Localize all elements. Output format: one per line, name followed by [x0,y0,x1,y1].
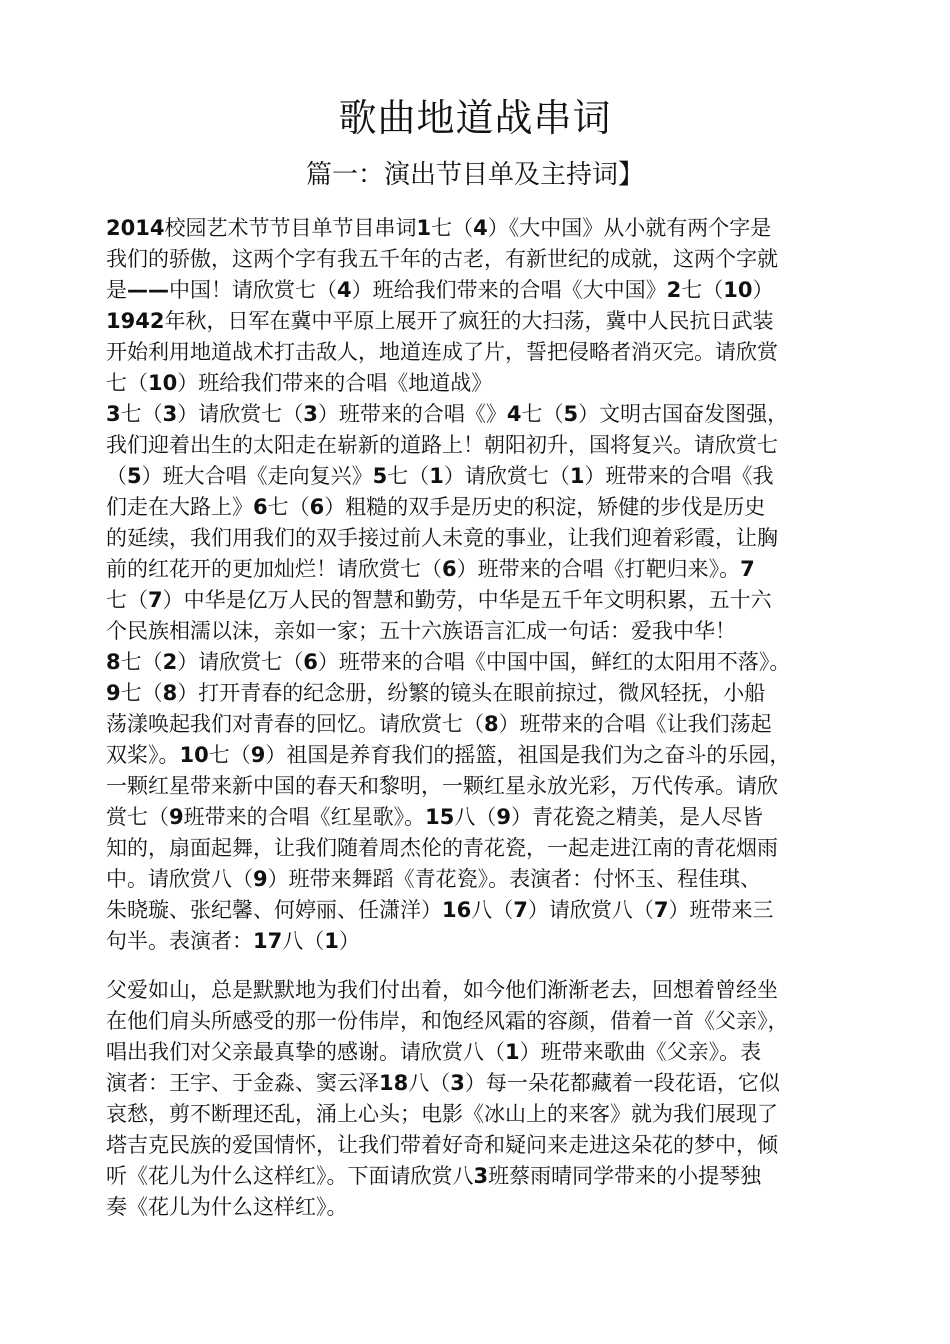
text-line: 句半。表演者：17八（1） [106,929,360,953]
text-line: 知的，扇面起舞，让我们随着周杰伦的青花瓷，一起走进江南的青花烟雨 [106,836,778,860]
text-line: 赏七（9班带来的合唱《红星歌》。15八（9）青花瓷之精美，是人尽皆 [106,805,763,829]
text-line: 开始利用地道战术打击敌人，地道连成了片，誓把侵略者消灭完。请欣赏 [106,340,778,364]
text-line: 是——中国！请欣赏七（4）班给我们带来的合唱《大中国》2七（10） [106,278,774,302]
text-line: 我们的骄傲，这两个字有我五千年的古老，有新世纪的成就，这两个字就 [106,247,778,271]
text-line: 9七（8）打开青春的纪念册，纷繁的镜头在眼前掠过，微风轻抚，小船 [106,681,766,705]
text-line: 中。请欣赏八（9）班带来舞蹈《青花瓷》。表演者：付怀玉、程佳琪、 [106,867,762,891]
text-line: （5）班大合唱《走向复兴》5七（1）请欣赏七（1）班带来的合唱《我 [106,464,774,488]
text-line: 荡漾唤起我们对青春的回忆。请欣赏七（8）班带来的合唱《让我们荡起 [106,712,772,736]
text-line: 演者：王宇、于金淼、窦云泽18八（3）每一朵花都藏着一段花语，它似 [106,1071,780,1095]
text-line: 我们迎着出生的太阳走在崭新的道路上！朝阳初升，国将复兴。请欣赏七 [106,433,778,457]
text-line: 唱出我们对父亲最真挚的感谢。请欣赏八（1）班带来歌曲《父亲》。表 [106,1040,762,1064]
text-line: 3七（3）请欣赏七（3）班带来的合唱《》4七（5）文明古国奋发图强， [106,402,789,426]
text-line: 哀愁，剪不断理还乱，涌上心头；电影《冰山上的来客》就为我们展现了 [106,1102,778,1126]
text-line: 们走在大路上》6七（6）粗糙的双手是历史的积淀，矫健的步伐是历史 [106,495,766,519]
document-title: 歌曲地道战串词 [338,96,612,140]
text-line: 一颗红星带来新中国的春天和黎明，一颗红星永放光彩，万代传承。请欣 [106,774,778,798]
paragraph-father-song [106,975,866,1223]
document-subtitle: 篇一：演出节目单及主持词】 [305,160,644,190]
paragraph-program-list [106,213,866,957]
text-line: 朱晓璇、张纪馨、何婷丽、任潇洋）16八（7）请欣赏八（7）班带来三 [106,898,774,922]
text-line: 听《花儿为什么这样红》。下面请欣赏八3班蔡雨晴同学带来的小提琴独 [106,1164,762,1188]
text-line: 1942年秋，日军在冀中平原上展开了疯狂的大扫荡，冀中人民抗日武装 [106,309,774,333]
text-line: 2014校园艺术节节目单节目串词1七（4）《大中国》从小就有两个字是 [106,216,772,240]
text-line: 前的红花开的更加灿烂！请欣赏七（6）班带来的合唱《打靶归来》。7 [106,557,755,581]
text-line: 塔吉克民族的爱国情怀，让我们带着好奇和疑问来走进这朵花的梦中，倾 [106,1133,778,1157]
text-line: 七（10）班给我们带来的合唱《地道战》 [106,371,493,395]
text-line: 8七（2）请欣赏七（6）班带来的合唱《中国中国，鲜红的太阳用不落》。 [106,650,791,674]
text-line: 七（7）中华是亿万人民的智慧和勤劳，中华是五千年文明积累，五十六 [106,588,772,612]
text-line: 奏《花儿为什么这样红》。 [106,1195,348,1219]
text-line: 父爱如山，总是默默地为我们付出着，如今他们渐渐老去，回想着曾经坐 [106,978,778,1002]
text-line: 在他们肩头所感受的那一份伟岸，和饱经风霜的容颜，借着一首《父亲》， [106,1009,789,1033]
text-line: 个民族相濡以沫，亲如一家；五十六族语言汇成一句话：爱我中华！ [106,619,736,643]
text-line: 双桨》。10七（9）祖国是养育我们的摇篮，祖国是我们为之奋斗的乐园， [106,743,791,767]
text-line: 的延续，我们用我们的双手接过前人未竟的事业，让我们迎着彩霞，让胸 [106,526,778,550]
